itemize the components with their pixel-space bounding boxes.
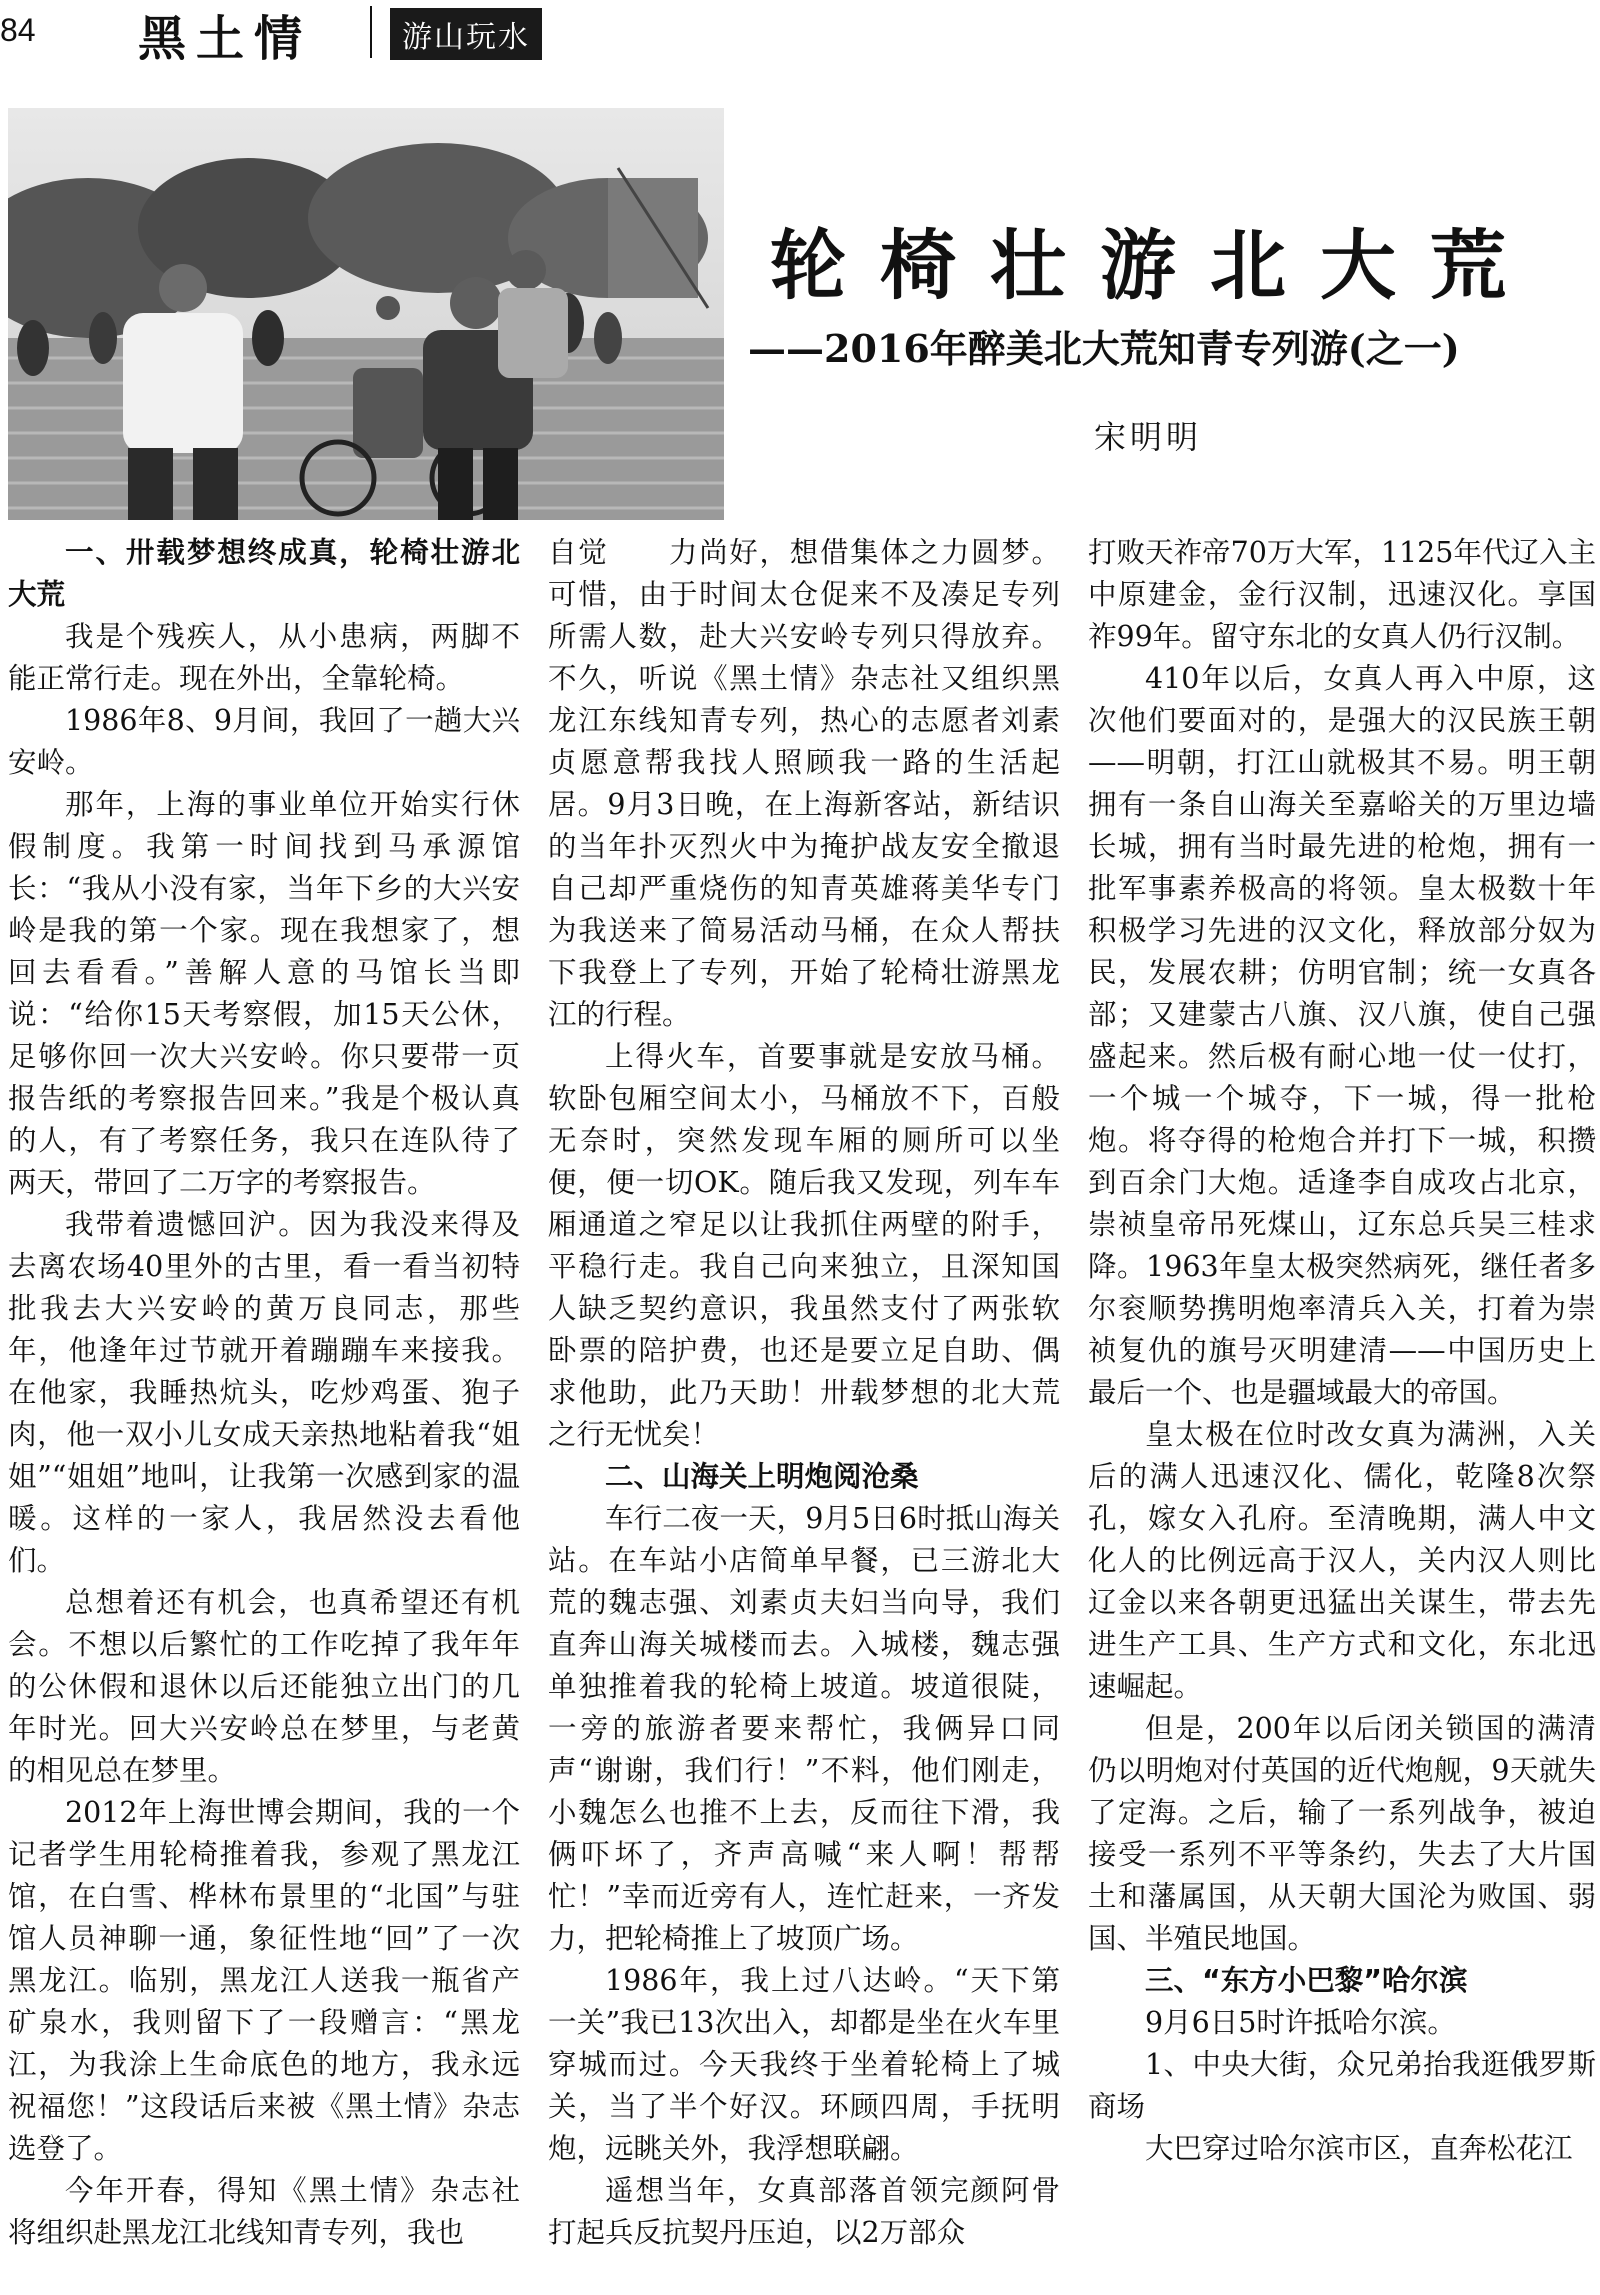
section-heading-2: 二、山海关上明炮阅沧桑 [605, 1460, 919, 1493]
paragraph: 410年以后，女真人再入中原，这次他们要面对的，是强大的汉民族王朝——明朝，打江山就极其不易。明王朝拥有一条自山海关至嘉峪关的万里边墙长城，拥有当时最先进的枪炮，拥有一批军事素养极高的将领。皇太极数十年积极学习先进的汉文化，释放部分奴为民，发展农耕；仿明官制；统一女真各部；又建蒙古八旗、汉八旗，使自己强盛起来。然后极有耐心地一仗一仗打，一个城一个城夺，下一城，得一批枪炮。将夺得的枪炮合并打下一城，积攒到百余门大炮。适逢李自成攻占北京，崇祯皇帝吊死煤山，辽东总兵吴三桂求降。1963年皇太极突然病死，继任者多尔衮顺势携明炮率清兵入关，打着为崇祯复仇的旗号灭明建清——中国历史上最后一个、也是疆域最大的帝国。 [1088, 662, 1596, 1409]
paragraph: 上得火车，首要事就是安放马桶。软卧包厢空间太小，马桶放不下，百般无奈时，突然发现车厢的厕所可以坐便，便一切OK。随后我又发现，列车车厢通道之窄足以让我抓住两壁的附手，平稳行走。我自己向来独立，且深知国人缺乏契约意识，我虽然支付了两张软卧票的陪护费，也还是要立足自助、偶求他助，此乃天助！卅载梦想的北大荒之行无忧矣！ [548, 1040, 1060, 1451]
header-divider [370, 6, 372, 58]
paragraph-continued: 打败天祚帝70万大军，1125年代辽入主中原建金，金行汉制，迅速汉化。享国祚99年。留守东北的女真人仍行汉制。 [1088, 536, 1596, 653]
section-badge: 游山玩水 [390, 8, 542, 60]
article-column-2 [548, 532, 1060, 2295]
paragraph: 2012年上海世博会期间，我的一个记者学生用轮椅推着我，参观了黑龙江馆，在白雪、桦林布景里的“北国”与驻馆人员神聊一通，象征性地“回”了一次黑龙江。临别，黑龙江人送我一瓶省产矿泉水，我则留下了一段赠言：“黑龙江，为我涂上生命底色的地方，我永远祝福您！”这段话后来被《黑土情》杂志选登了。 [8, 1796, 520, 2165]
paragraph: 皇太极在位时改女真为满洲，入关后的满人迅速汉化、儒化，乾隆8次祭孔，嫁女入孔府。至清晚期，满人中文化人的比例远高于汉人，关内汉人则比辽金以来各朝更迅猛出关谋生，带去先进生产工具、生产方式和文化，东北迅速崛起。 [1088, 1418, 1596, 1703]
paragraph-continued: 自觉 力尚好，想借集体之力圆梦。可惜，由于时间太仓促来不及凑足专列所需人数，赴大兴安岭专列只得放弃。不久，听说《黑土情》杂志社又组织黑龙江东线知青专列，热心的志愿者刘素贞愿意帮我找人照顾我一路的生活起居。9月3日晚，在上海新客站，新结识的当年扑灭烈火中为掩护战友安全撤退自己却严重烧伤的知青英雄蒋美华专门为我送来了简易活动马桶，在众人帮扶下我登上了专列，开始了轮椅壮游黑龙江的行程。 [548, 536, 1060, 1031]
article-subtitle: ——2016年醉美北大荒知青专列游(之一) [748, 326, 1460, 371]
article-title: 轮椅壮游北大荒 [770, 221, 1540, 310]
article-column-1 [8, 532, 520, 2295]
paragraph: 1986年，我上过八达岭。“天下第一关”我已13次出入，却都是坐在火车里穿城而过。今天我终于坐着轮椅上了城关，当了半个好汉。环顾四周，手抚明炮，远眺关外，我浮想联翩。 [548, 1964, 1060, 2165]
paragraph: 总想着还有机会，也真希望还有机会。不想以后繁忙的工作吃掉了我年年的公休假和退休以后还能独立出门的几年时光。回大兴安岭总在梦里，与老黄的相见总在梦里。 [8, 1586, 520, 1787]
paragraph: 大巴穿过哈尔滨市区，直奔松花江 [1145, 2132, 1573, 2165]
paragraph: 我是个残疾人，从小患病，两脚不能正常行走。现在外出，全靠轮椅。 [8, 620, 520, 695]
magazine-logo: 黑土情 [138, 11, 313, 67]
section-heading-1: 一、卅载梦想终成真，轮椅壮游北大荒 [8, 536, 520, 611]
page-number: 84 [0, 12, 36, 48]
paragraph: 车行二夜一天，9月5日6时抵山海关站。在车站小店简单早餐，已三游北大荒的魏志强、刘素贞夫妇当向导，我们直奔山海关城楼而去。入城楼，魏志强单独推着我的轮椅上坡道。坡道很陡，一旁的旅游者要来帮忙，我俩异口同声“谢谢，我们行！”不料，他们刚走，小魏怎么也推不上去，反而往下滑，我俩吓坏了，齐声高喊“来人啊！帮帮忙！”幸而近旁有人，连忙赶来，一齐发力，把轮椅推上了坡顶广场。 [548, 1502, 1060, 1955]
paragraph: 1、中央大街，众兄弟抬我逛俄罗斯商场 [1088, 2048, 1596, 2123]
paragraph: 1986年8、9月间，我回了一趟大兴安岭。 [8, 704, 520, 779]
paragraph: 遥想当年，女真部落首领完颜阿骨打起兵反抗契丹压迫，以2万部众 [548, 2174, 1060, 2249]
article-column-3 [1088, 532, 1596, 2295]
paragraph: 9月6日5时许抵哈尔滨。 [1145, 2006, 1456, 2039]
paragraph: 那年，上海的事业单位开始实行休假制度。我第一时间找到马承源馆长：“我从小没有家，当年下乡的大兴安岭是我的第一个家。现在我想家了，想回去看看。”善解人意的马馆长当即说：“给你15天考察假，加15天公休，足够你回一次大兴安岭。你只要带一页报告纸的考察报告回来。”我是个极认真的人，有了考察任务，我只在连队待了两天，带回了二万字的考察报告。 [8, 788, 520, 1199]
paragraph: 但是，200年以后闭关锁国的满清仍以明炮对付英国的近代炮舰，9天就失了定海。之后，输了一系列战争，被迫接受一系列不平等条约，失去了大片国土和藩属国，从天朝大国沦为败国、弱国、半殖民地国。 [1088, 1712, 1596, 1955]
paragraph: 今年开春，得知《黑土情》杂志社将组织赴黑龙江北线知青专列，我也 [8, 2174, 520, 2249]
article-author: 宋明明 [1094, 418, 1203, 456]
article-photo [8, 108, 724, 520]
paragraph: 我带着遗憾回沪。因为我没来得及去离农场40里外的古里，看一看当初特批我去大兴安岭的黄万良同志，那些年，他逢年过节就开着蹦蹦车来接我。在他家，我睡热炕头，吃炒鸡蛋、狍子肉，他一双小儿女成天亲热地粘着我“姐姐”“姐姐”地叫，让我第一次感到家的温暖。这样的一家人，我居然没去看他们。 [8, 1208, 520, 1577]
photo-illustration [8, 108, 724, 520]
page-header [0, 0, 1600, 70]
section-heading-3: 三、“东方小巴黎”哈尔滨 [1145, 1964, 1468, 1997]
